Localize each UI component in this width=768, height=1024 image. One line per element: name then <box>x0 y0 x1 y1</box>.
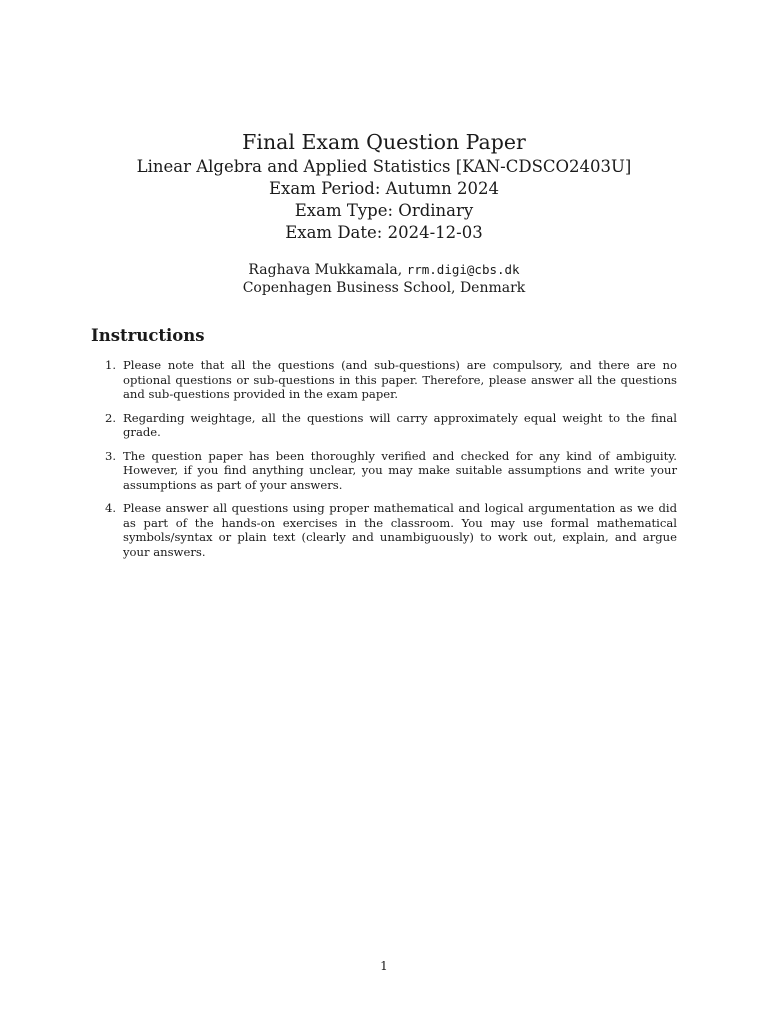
document-title: Final Exam Question Paper <box>242 130 526 154</box>
instruction-item <box>91 358 677 402</box>
author-line <box>0 261 768 279</box>
instructions-list <box>91 358 677 568</box>
course-name: Linear Algebra and Applied Statistics [KAN-CDSCO2403U] <box>136 157 632 176</box>
instructions-heading: Instructions <box>91 326 205 345</box>
title-block <box>0 128 768 244</box>
instruction-text: Please answer all questions using proper mathematical and logical argumentation as we did as part of the hands-on exercises in the classroom. You may use formal mathematical symbols/syntax or plain text (clearly and unambiguously) to work out, explain, and argue your answers. <box>123 501 677 559</box>
instruction-item <box>91 501 677 559</box>
instruction-text: The question paper has been thoroughly verified and checked for any kind of ambiguity. However, if you find anything unclear, you may make suitable assumptions and write your assumptions as part of your answers. <box>123 448 677 492</box>
instruction-text: Regarding weightage, all the questions will carry approximately equal weight to the final grade. <box>123 410 677 439</box>
instruction-item <box>91 449 677 493</box>
instruction-text: Please note that all the questions (and sub-questions) are compulsory, and there are no optional questions or sub-questions in this paper. Therefore, please answer all the questions and sub-questions provided in the exam paper. <box>123 358 677 401</box>
instruction-number: 1. <box>105 358 117 372</box>
author-email: rrm.digi@cbs.dk <box>406 262 520 277</box>
instruction-item <box>91 411 677 440</box>
page-number: 1 <box>380 959 388 973</box>
author-affiliation: Copenhagen Business School, Denmark <box>242 280 526 296</box>
author-block <box>0 261 768 297</box>
exam-date: Exam Date: 2024-12-03 <box>285 223 483 242</box>
author-name: Raghava Mukkamala, <box>248 262 403 278</box>
exam-period: Exam Period: Autumn 2024 <box>269 179 499 198</box>
exam-type: Exam Type: Ordinary <box>294 201 474 220</box>
instruction-number: 3. <box>105 448 117 463</box>
instruction-number: 2. <box>105 410 117 425</box>
instruction-number: 4. <box>105 501 117 515</box>
